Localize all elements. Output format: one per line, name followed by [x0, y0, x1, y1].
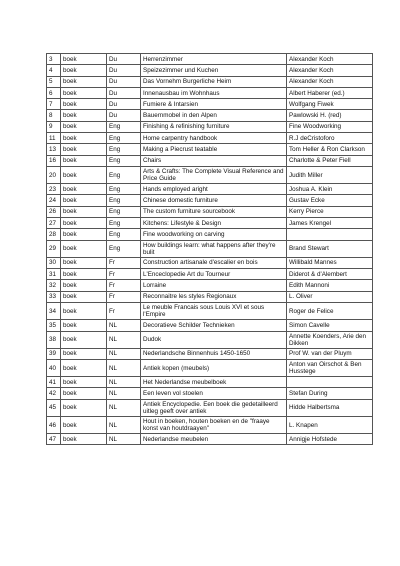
- item-language: Eng: [107, 155, 141, 166]
- item-title: Antiek Encyclopedie. Een boek die gedetailleerd uitleg geeft over antiek: [141, 399, 287, 416]
- item-title: Bauernmobel in den Alpen: [141, 110, 287, 121]
- item-title: Fine woodworking on carving: [141, 229, 287, 240]
- book-catalog-table: [46, 53, 373, 445]
- item-language: Du: [107, 110, 141, 121]
- item-language: Eng: [107, 121, 141, 132]
- item-author: R.J deCristoforo: [287, 133, 373, 144]
- item-type: boek: [61, 99, 107, 110]
- table-row: [47, 195, 373, 206]
- item-number: 8: [47, 110, 61, 121]
- table-row: [47, 76, 373, 87]
- item-author: Stefan During: [287, 388, 373, 399]
- item-title: L'Enceclopedie Art du Tourneur: [141, 269, 287, 280]
- table-row: [47, 206, 373, 217]
- table-row: [47, 303, 373, 320]
- item-number: 5: [47, 76, 61, 87]
- table-row: [47, 291, 373, 302]
- item-number: 31: [47, 269, 61, 280]
- item-title: The custom furniture sourcebook: [141, 206, 287, 217]
- item-author: Hidde Halbertsma: [287, 399, 373, 416]
- item-title: Het Nederlandse meubelboek: [141, 377, 287, 388]
- item-title: How buildings learn: what happens after they're bulit: [141, 240, 287, 257]
- item-type: boek: [61, 359, 107, 376]
- item-number: 35: [47, 320, 61, 331]
- item-number: 29: [47, 240, 61, 257]
- item-language: Eng: [107, 206, 141, 217]
- item-title: Kitchens: Lifestyle & Design: [141, 218, 287, 229]
- item-author: Edith Mannoni: [287, 280, 373, 291]
- item-type: boek: [61, 54, 107, 65]
- item-title: Nederlandse meubelen: [141, 434, 287, 445]
- item-title: Home carpentry handbook: [141, 133, 287, 144]
- table-row: [47, 218, 373, 229]
- catalog-body: [47, 54, 373, 445]
- item-number: 33: [47, 291, 61, 302]
- item-number: 27: [47, 218, 61, 229]
- item-author: L. Oliver: [287, 291, 373, 302]
- item-number: 39: [47, 348, 61, 359]
- item-number: 9: [47, 121, 61, 132]
- item-title: Finishing & refinishing furniture: [141, 121, 287, 132]
- item-language: Eng: [107, 166, 141, 183]
- item-title: Innenausbau im Wohnhaus: [141, 87, 287, 98]
- table-row: [47, 110, 373, 121]
- table-row: [47, 348, 373, 359]
- item-number: 38: [47, 331, 61, 348]
- item-type: boek: [61, 280, 107, 291]
- item-title: Speizezimmer und Kuchen: [141, 65, 287, 76]
- item-language: Eng: [107, 240, 141, 257]
- item-language: Du: [107, 76, 141, 87]
- item-number: 47: [47, 434, 61, 445]
- item-author: Alexander Koch: [287, 76, 373, 87]
- item-author: Simon Cavelle: [287, 320, 373, 331]
- item-language: Fr: [107, 280, 141, 291]
- item-author: Alexander Koch: [287, 65, 373, 76]
- item-type: boek: [61, 144, 107, 155]
- item-author: Diderot & d'Alembert: [287, 269, 373, 280]
- table-row: [47, 240, 373, 257]
- item-type: boek: [61, 133, 107, 144]
- item-title: Chinese domestic furniture: [141, 195, 287, 206]
- item-title: Making a Piecrust teatable: [141, 144, 287, 155]
- item-type: boek: [61, 110, 107, 121]
- item-language: Fr: [107, 303, 141, 320]
- item-title: Reconnaitre les styles Regionaux: [141, 291, 287, 302]
- item-type: boek: [61, 218, 107, 229]
- item-author: Brand Stewart: [287, 240, 373, 257]
- item-type: boek: [61, 206, 107, 217]
- item-title: Herrenzimmer: [141, 54, 287, 65]
- item-type: boek: [61, 76, 107, 87]
- item-language: Fr: [107, 291, 141, 302]
- item-type: boek: [61, 434, 107, 445]
- item-language: Eng: [107, 133, 141, 144]
- item-type: boek: [61, 65, 107, 76]
- item-number: 20: [47, 166, 61, 183]
- item-number: 24: [47, 195, 61, 206]
- item-title: Lorraine: [141, 280, 287, 291]
- item-language: NL: [107, 359, 141, 376]
- item-language: Du: [107, 99, 141, 110]
- table-row: [47, 184, 373, 195]
- item-type: boek: [61, 399, 107, 416]
- table-row: [47, 155, 373, 166]
- item-type: boek: [61, 291, 107, 302]
- item-type: boek: [61, 377, 107, 388]
- item-title: Hands employed aright: [141, 184, 287, 195]
- item-language: NL: [107, 434, 141, 445]
- item-type: boek: [61, 348, 107, 359]
- item-title: Fumiere & Intarsien: [141, 99, 287, 110]
- item-language: Eng: [107, 195, 141, 206]
- item-number: 42: [47, 388, 61, 399]
- item-author: Fine Woodworking: [287, 121, 373, 132]
- item-author: Anton van Oirschot & Ben Husstege: [287, 359, 373, 376]
- item-language: Eng: [107, 144, 141, 155]
- item-type: boek: [61, 257, 107, 268]
- table-row: [47, 388, 373, 399]
- item-number: 4: [47, 65, 61, 76]
- item-author: Wolfgang Fiwek: [287, 99, 373, 110]
- item-author: Annette Koenders, Arie den Dikken: [287, 331, 373, 348]
- table-row: [47, 359, 373, 376]
- item-language: NL: [107, 348, 141, 359]
- table-row: [47, 87, 373, 98]
- item-author: James Krengel: [287, 218, 373, 229]
- item-author: Tom Heller & Ron Clarkson: [287, 144, 373, 155]
- item-author: Annigje Hofstede: [287, 434, 373, 445]
- item-number: 45: [47, 399, 61, 416]
- item-language: Fr: [107, 257, 141, 268]
- item-type: boek: [61, 269, 107, 280]
- table-row: [47, 331, 373, 348]
- item-language: Du: [107, 54, 141, 65]
- item-language: NL: [107, 320, 141, 331]
- item-author: Joshua A. Klein: [287, 184, 373, 195]
- item-language: Eng: [107, 184, 141, 195]
- item-number: 46: [47, 416, 61, 433]
- item-title: Le meuble Francais sous Louis XVI et sous l'Empire: [141, 303, 287, 320]
- item-author: Pawlowski H. (red): [287, 110, 373, 121]
- item-number: 16: [47, 155, 61, 166]
- table-row: [47, 280, 373, 291]
- table-row: [47, 416, 373, 433]
- item-type: boek: [61, 320, 107, 331]
- item-title: Arts & Crafts: The Complete Visual Reference and Price Guide: [141, 166, 287, 183]
- table-row: [47, 133, 373, 144]
- item-type: boek: [61, 240, 107, 257]
- table-row: [47, 320, 373, 331]
- table-row: [47, 144, 373, 155]
- item-number: 6: [47, 87, 61, 98]
- item-author: Willibald Mannes: [287, 257, 373, 268]
- item-number: 28: [47, 229, 61, 240]
- item-title: Een leven vol stoelen: [141, 388, 287, 399]
- item-number: 11: [47, 133, 61, 144]
- table-row: [47, 229, 373, 240]
- item-language: NL: [107, 388, 141, 399]
- item-author: Judith Miller: [287, 166, 373, 183]
- table-row: [47, 166, 373, 183]
- item-title: Hout in boeken, houten boeken en de "fraaye konst van houtdraayen": [141, 416, 287, 433]
- item-language: Eng: [107, 229, 141, 240]
- table-row: [47, 377, 373, 388]
- item-number: 26: [47, 206, 61, 217]
- item-type: boek: [61, 229, 107, 240]
- item-title: Antiek kopen (meubels): [141, 359, 287, 376]
- item-language: NL: [107, 399, 141, 416]
- item-author: Charlotte & Peter Fiell: [287, 155, 373, 166]
- item-author: Prof W. van der Pluym: [287, 348, 373, 359]
- item-title: Das Vornehm Burgerliche Heim: [141, 76, 287, 87]
- item-author: L. Knapen: [287, 416, 373, 433]
- item-type: boek: [61, 331, 107, 348]
- item-language: Du: [107, 87, 141, 98]
- item-language: Fr: [107, 269, 141, 280]
- item-number: 30: [47, 257, 61, 268]
- item-number: 32: [47, 280, 61, 291]
- item-type: boek: [61, 155, 107, 166]
- item-author: Albert Haberer (ed.): [287, 87, 373, 98]
- item-number: 40: [47, 359, 61, 376]
- item-type: boek: [61, 121, 107, 132]
- item-type: boek: [61, 303, 107, 320]
- item-title: Construction artisanale d'escalier en bois: [141, 257, 287, 268]
- item-language: Du: [107, 65, 141, 76]
- table-row: [47, 65, 373, 76]
- item-number: 23: [47, 184, 61, 195]
- item-number: 3: [47, 54, 61, 65]
- item-author: Alexander Koch: [287, 54, 373, 65]
- item-number: 13: [47, 144, 61, 155]
- item-language: Eng: [107, 218, 141, 229]
- item-language: NL: [107, 416, 141, 433]
- item-title: Decoratieve Schilder Technieken: [141, 320, 287, 331]
- item-author: [287, 229, 373, 240]
- item-type: boek: [61, 166, 107, 183]
- table-row: [47, 269, 373, 280]
- item-type: boek: [61, 416, 107, 433]
- item-author: Roger de Felice: [287, 303, 373, 320]
- item-type: boek: [61, 87, 107, 98]
- item-author: [287, 377, 373, 388]
- item-type: boek: [61, 184, 107, 195]
- table-row: [47, 54, 373, 65]
- table-row: [47, 399, 373, 416]
- table-row: [47, 121, 373, 132]
- item-title: Dudok: [141, 331, 287, 348]
- item-number: 41: [47, 377, 61, 388]
- table-row: [47, 434, 373, 445]
- item-number: 34: [47, 303, 61, 320]
- item-type: boek: [61, 388, 107, 399]
- item-language: NL: [107, 331, 141, 348]
- item-title: Chairs: [141, 155, 287, 166]
- item-title: Nederlandsche Binnenhuis 1450-1650: [141, 348, 287, 359]
- item-number: 7: [47, 99, 61, 110]
- item-author: Gustav Ecke: [287, 195, 373, 206]
- table-row: [47, 99, 373, 110]
- item-author: Kerry Pierce: [287, 206, 373, 217]
- item-type: boek: [61, 195, 107, 206]
- item-language: NL: [107, 377, 141, 388]
- table-row: [47, 257, 373, 268]
